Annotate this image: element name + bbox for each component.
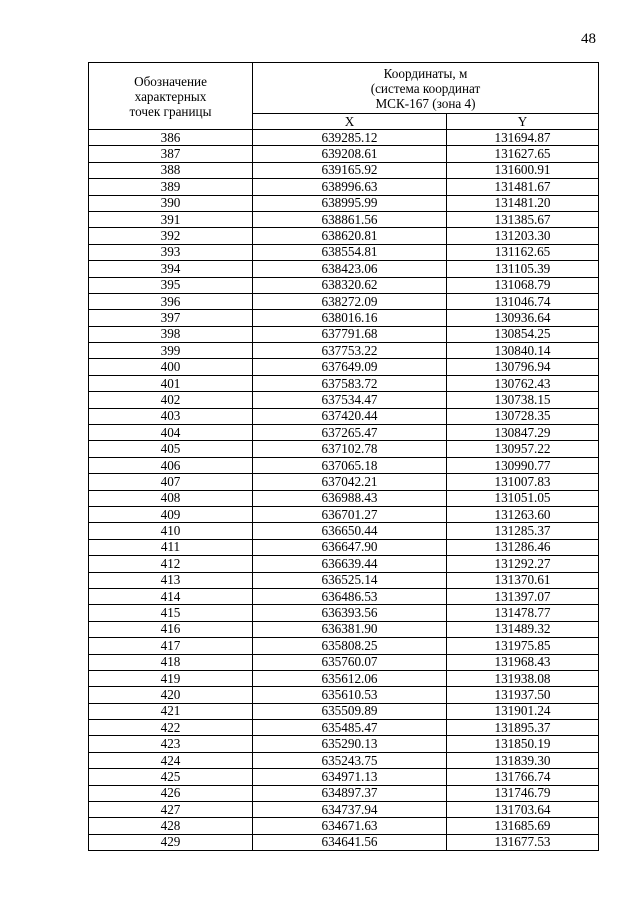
y-coordinate-cell: 131068.79: [447, 277, 599, 293]
table-row: [89, 474, 599, 490]
point-cell: 423: [89, 736, 253, 752]
point-cell: 410: [89, 523, 253, 539]
table-row: [89, 506, 599, 522]
y-coordinate-cell: 131627.65: [447, 146, 599, 162]
x-coordinate-cell: 634971.13: [253, 769, 447, 785]
y-coordinate-cell: 131046.74: [447, 293, 599, 309]
point-cell: 404: [89, 425, 253, 441]
point-cell: 386: [89, 130, 253, 146]
table-row: [89, 670, 599, 686]
x-coordinate-cell: 638554.81: [253, 244, 447, 260]
x-coordinate-cell: 635509.89: [253, 703, 447, 719]
y-coordinate-cell: 130854.25: [447, 326, 599, 342]
x-coordinate-cell: 638423.06: [253, 261, 447, 277]
table-row: [89, 392, 599, 408]
x-coordinate-cell: 636393.56: [253, 605, 447, 621]
x-coordinate-cell: 636525.14: [253, 572, 447, 588]
y-coordinate-cell: 131746.79: [447, 785, 599, 801]
table-row: [89, 277, 599, 293]
y-coordinate-cell: 131600.91: [447, 162, 599, 178]
table-row: [89, 293, 599, 309]
y-coordinate-cell: 131677.53: [447, 834, 599, 850]
table-row: [89, 654, 599, 670]
x-coordinate-cell: 636650.44: [253, 523, 447, 539]
point-cell: 393: [89, 244, 253, 260]
point-cell: 395: [89, 277, 253, 293]
table-row: [89, 556, 599, 572]
y-coordinate-cell: 131481.20: [447, 195, 599, 211]
point-cell: 427: [89, 802, 253, 818]
point-cell: 390: [89, 195, 253, 211]
point-cell: 401: [89, 375, 253, 391]
y-coordinate-cell: 130847.29: [447, 425, 599, 441]
point-cell: 399: [89, 343, 253, 359]
point-cell: 391: [89, 211, 253, 227]
x-coordinate-cell: 638272.09: [253, 293, 447, 309]
y-coordinate-cell: 131895.37: [447, 720, 599, 736]
table-row: [89, 310, 599, 326]
y-coordinate-cell: 131975.85: [447, 638, 599, 654]
x-coordinate-cell: 638996.63: [253, 179, 447, 195]
x-coordinate-cell: 636647.90: [253, 539, 447, 555]
x-coordinate-cell: 635610.53: [253, 687, 447, 703]
y-coordinate-cell: 131968.43: [447, 654, 599, 670]
point-cell: 398: [89, 326, 253, 342]
coords-header-line: Координаты, м: [383, 65, 468, 81]
table-row: [89, 588, 599, 604]
table-row: [89, 687, 599, 703]
point-cell: 397: [89, 310, 253, 326]
x-coordinate-cell: 637265.47: [253, 425, 447, 441]
point-cell: 400: [89, 359, 253, 375]
coords-header-line: (система координат: [370, 80, 481, 96]
x-coordinate-cell: 635760.07: [253, 654, 447, 670]
x-coordinate-cell: 636701.27: [253, 506, 447, 522]
table-row: [89, 834, 599, 850]
point-cell: 416: [89, 621, 253, 637]
point-cell: 414: [89, 588, 253, 604]
point-cell: 422: [89, 720, 253, 736]
point-cell: 415: [89, 605, 253, 621]
x-coordinate-cell: 639285.12: [253, 130, 447, 146]
x-coordinate-cell: 638620.81: [253, 228, 447, 244]
table-row: [89, 359, 599, 375]
point-cell: 407: [89, 474, 253, 490]
table-row: [89, 326, 599, 342]
table-row: [89, 162, 599, 178]
y-coordinate-cell: 130990.77: [447, 457, 599, 473]
x-coordinate-cell: 635808.25: [253, 638, 447, 654]
y-coordinate-cell: 131850.19: [447, 736, 599, 752]
x-coordinate-cell: 636486.53: [253, 588, 447, 604]
point-cell: 421: [89, 703, 253, 719]
x-coordinate-cell: 636639.44: [253, 556, 447, 572]
point-cell: 388: [89, 162, 253, 178]
x-coordinate-cell: 637583.72: [253, 375, 447, 391]
point-cell: 408: [89, 490, 253, 506]
x-coordinate-cell: 635612.06: [253, 670, 447, 686]
y-coordinate-cell: 131286.46: [447, 539, 599, 555]
x-coordinate-cell: 637791.68: [253, 326, 447, 342]
table-row: [89, 621, 599, 637]
x-coordinate-cell: 638995.99: [253, 195, 447, 211]
x-coordinate-cell: 638861.56: [253, 211, 447, 227]
x-coordinate-cell: 639165.92: [253, 162, 447, 178]
x-coordinate-cell: 635485.47: [253, 720, 447, 736]
table-row: [89, 736, 599, 752]
x-coordinate-cell: 637649.09: [253, 359, 447, 375]
point-cell: 412: [89, 556, 253, 572]
point-cell: 405: [89, 441, 253, 457]
table-row: [89, 572, 599, 588]
x-coordinate-cell: 636988.43: [253, 490, 447, 506]
coordinates-table: [88, 62, 599, 851]
point-column-header: [89, 63, 253, 130]
point-cell: 424: [89, 752, 253, 768]
page-number: 48: [581, 31, 596, 47]
point-cell: 403: [89, 408, 253, 424]
y-coordinate-cell: 131478.77: [447, 605, 599, 621]
table-row: [89, 408, 599, 424]
y-coordinate-cell: 131007.83: [447, 474, 599, 490]
x-coordinate-cell: 634671.63: [253, 818, 447, 834]
y-coordinate-cell: 130738.15: [447, 392, 599, 408]
table-body: [89, 130, 599, 851]
y-coordinate-cell: 131901.24: [447, 703, 599, 719]
y-coordinate-cell: 131292.27: [447, 556, 599, 572]
table-row: [89, 605, 599, 621]
table-row: [89, 539, 599, 555]
x-coordinate-cell: 637420.44: [253, 408, 447, 424]
point-cell: 409: [89, 506, 253, 522]
point-cell: 396: [89, 293, 253, 309]
y-coordinate-cell: 131105.39: [447, 261, 599, 277]
point-cell: 426: [89, 785, 253, 801]
y-coordinate-cell: 131385.67: [447, 211, 599, 227]
y-coordinate-cell: 131839.30: [447, 752, 599, 768]
y-coordinate-cell: 131766.74: [447, 769, 599, 785]
x-coordinate-cell: 637102.78: [253, 441, 447, 457]
point-header-line: характерных: [134, 88, 207, 104]
table-row: [89, 752, 599, 768]
y-coordinate-cell: 131370.61: [447, 572, 599, 588]
y-coordinate-cell: 131937.50: [447, 687, 599, 703]
table-row: [89, 261, 599, 277]
table-row: [89, 441, 599, 457]
table-row: [89, 179, 599, 195]
point-cell: 417: [89, 638, 253, 654]
table-row: [89, 703, 599, 719]
y-coordinate-cell: 131051.05: [447, 490, 599, 506]
y-coordinate-cell: 131397.07: [447, 588, 599, 604]
coordinates-column-header: [253, 63, 599, 114]
point-header-line: Обозначение: [134, 73, 207, 89]
table-row: [89, 818, 599, 834]
x-coordinate-cell: 635243.75: [253, 752, 447, 768]
y-coordinate-cell: 131263.60: [447, 506, 599, 522]
point-cell: 425: [89, 769, 253, 785]
y-coordinate-cell: 130840.14: [447, 343, 599, 359]
table-header-row: [89, 63, 599, 114]
table-row: [89, 343, 599, 359]
y-coordinate-cell: 131203.30: [447, 228, 599, 244]
x-coordinate-cell: 634737.94: [253, 802, 447, 818]
x-coordinate-cell: 637042.21: [253, 474, 447, 490]
y-coordinate-cell: 131685.69: [447, 818, 599, 834]
y-coordinate-cell: 130796.94: [447, 359, 599, 375]
y-coordinate-cell: 131938.08: [447, 670, 599, 686]
point-header-line: точек границы: [129, 103, 212, 119]
table-row: [89, 490, 599, 506]
y-coordinate-cell: 131285.37: [447, 523, 599, 539]
point-cell: 406: [89, 457, 253, 473]
table-row: [89, 638, 599, 654]
x-coordinate-cell: 637753.22: [253, 343, 447, 359]
y-coordinate-cell: 131162.65: [447, 244, 599, 260]
y-coordinate-cell: 131489.32: [447, 621, 599, 637]
x-column-header: X: [253, 114, 447, 130]
x-coordinate-cell: 637534.47: [253, 392, 447, 408]
table-row: [89, 523, 599, 539]
point-cell: 394: [89, 261, 253, 277]
point-cell: 402: [89, 392, 253, 408]
table-row: [89, 244, 599, 260]
x-coordinate-cell: 639208.61: [253, 146, 447, 162]
x-coordinate-cell: 638320.62: [253, 277, 447, 293]
table-row: [89, 457, 599, 473]
table-row: [89, 146, 599, 162]
point-cell: 392: [89, 228, 253, 244]
x-coordinate-cell: 634897.37: [253, 785, 447, 801]
x-coordinate-cell: 635290.13: [253, 736, 447, 752]
x-coordinate-cell: 634641.56: [253, 834, 447, 850]
point-cell: 411: [89, 539, 253, 555]
y-coordinate-cell: 131481.67: [447, 179, 599, 195]
x-coordinate-cell: 637065.18: [253, 457, 447, 473]
y-coordinate-cell: 131703.64: [447, 802, 599, 818]
point-cell: 419: [89, 670, 253, 686]
table-row: [89, 802, 599, 818]
point-cell: 429: [89, 834, 253, 850]
table-row: [89, 425, 599, 441]
table-row: [89, 211, 599, 227]
point-cell: 413: [89, 572, 253, 588]
table-row: [89, 769, 599, 785]
table-row: [89, 195, 599, 211]
table-row: [89, 720, 599, 736]
table-row: [89, 785, 599, 801]
y-column-header: Y: [447, 114, 599, 130]
point-cell: 418: [89, 654, 253, 670]
point-cell: 389: [89, 179, 253, 195]
table-row: [89, 130, 599, 146]
point-cell: 387: [89, 146, 253, 162]
table-row: [89, 375, 599, 391]
x-coordinate-cell: 638016.16: [253, 310, 447, 326]
point-cell: 420: [89, 687, 253, 703]
table-row: [89, 228, 599, 244]
y-coordinate-cell: 131694.87: [447, 130, 599, 146]
x-coordinate-cell: 636381.90: [253, 621, 447, 637]
point-cell: 428: [89, 818, 253, 834]
y-coordinate-cell: 130957.22: [447, 441, 599, 457]
y-coordinate-cell: 130728.35: [447, 408, 599, 424]
y-coordinate-cell: 130936.64: [447, 310, 599, 326]
coords-header-line: МСК-167 (зона 4): [375, 95, 476, 111]
y-coordinate-cell: 130762.43: [447, 375, 599, 391]
